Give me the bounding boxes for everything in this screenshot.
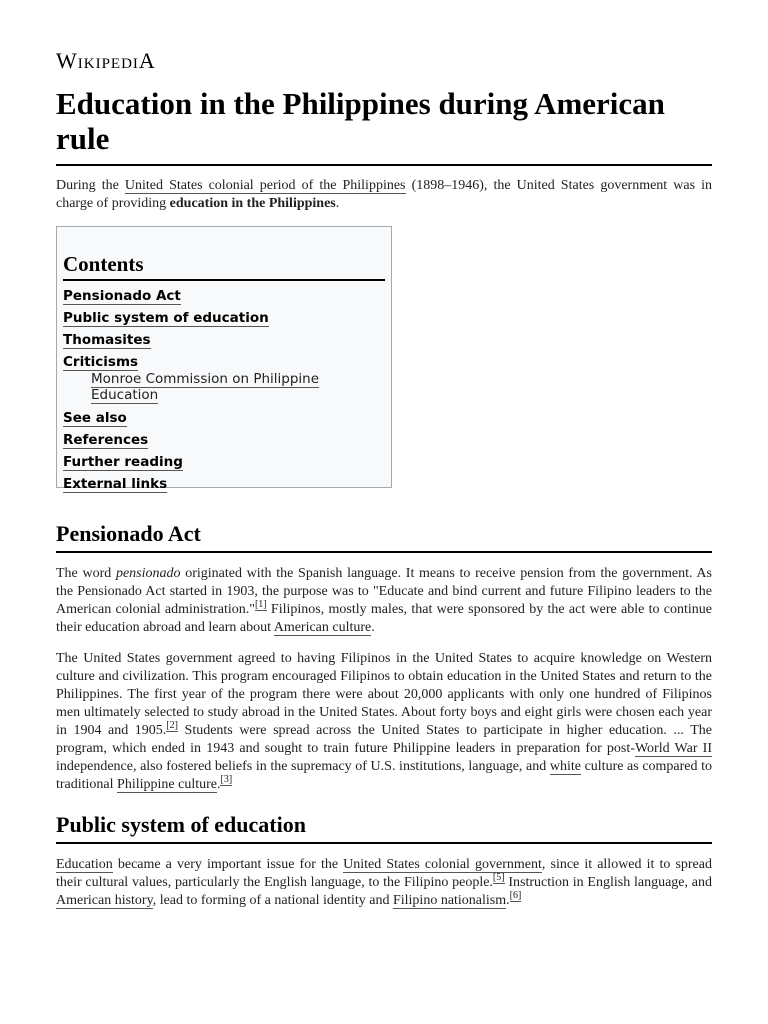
citation (493, 872, 505, 884)
paragraph-text: culture as compared to traditional (56, 759, 713, 792)
paragraph-text: became a very important issue for the (112, 857, 344, 872)
citation (510, 890, 522, 902)
wikipedia-wordmark[interactable] (56, 48, 156, 74)
toc-item (63, 432, 385, 448)
toc-item (63, 288, 385, 304)
wordmark-first: W (56, 48, 78, 73)
intro-paragraph (56, 177, 712, 212)
page-title: Education in the Philippines during American rule (56, 86, 712, 166)
paragraph-text: . (506, 893, 510, 908)
toc-title: Contents (63, 252, 385, 281)
link-philippine-culture[interactable]: Philippine culture (117, 777, 217, 792)
wordmark-middle: ikipedi (77, 48, 139, 73)
citation-link-2[interactable]: [2] (166, 720, 178, 732)
toc-item (63, 310, 385, 326)
paragraph-text: Students were spread across the United States to participate in higher education. ... The program, which ended in 1943 and sought to train future Philippine leaders in preparation for post- (56, 723, 712, 756)
toc-link-public-system[interactable]: Public system of education (63, 310, 269, 326)
paragraph-text: Filipinos, mostly males, that were sponsored by the act were able to continue their education abroad and learn about (56, 602, 712, 635)
link-american-history[interactable]: American history (56, 893, 153, 908)
paragraph-text: The word (56, 566, 116, 581)
toc-item (63, 454, 385, 470)
toc-item (63, 332, 385, 348)
toc-link-pensionado-act[interactable]: Pensionado Act (63, 288, 181, 304)
toc-link-thomasites[interactable]: Thomasites (63, 332, 151, 348)
toc-link-references[interactable]: References (63, 432, 149, 448)
paragraph-text: . (371, 620, 375, 635)
section-heading-pensionado-act: Pensionado Act (56, 521, 712, 553)
citation-link-1[interactable]: [1] (254, 599, 267, 611)
link-education[interactable]: Education (56, 857, 113, 872)
toc-link-criticisms[interactable]: Criticisms (63, 354, 139, 370)
link-american-culture[interactable]: American culture (273, 620, 372, 635)
toc-link-monroe-commission[interactable]: Monroe Commission on Philippine Education (91, 371, 320, 403)
link-filipino-nationalism[interactable]: Filipino nationalism (392, 893, 507, 908)
paragraph-text: The United States government agreed to having Filipinos in the United States to acquire knowledge on Western culture and civilization. This program encouraged Filipinos to obtain education in the United States and return to the Philippines. The first year of the program there were about 20,000 applicants with only one hundred of Filipinos men ultimately selected to study abroad in the United States. About forty boys and eight girls were chosen each year in 1904 and 1905. (56, 651, 712, 738)
citation-link-3[interactable]: [3] (220, 774, 233, 786)
intro-text: . (335, 195, 340, 211)
intro-bold-term: education in the Philippines (169, 195, 336, 211)
toc-item (63, 410, 385, 426)
link-us-colonial-government[interactable]: United States colonial government (343, 857, 542, 872)
wordmark-last: A (138, 48, 156, 73)
paragraph-text: Instruction in English language, and (504, 875, 712, 890)
paragraph-text: independence, also fostered beliefs in the supremacy of U.S. institutions, language, and (56, 759, 550, 774)
toc-list (63, 288, 385, 492)
paragraph-text: . (216, 777, 221, 792)
italic-term: pensionado (115, 566, 181, 581)
citation (166, 720, 178, 732)
pensionado-paragraph-2 (56, 650, 712, 794)
citation-link-6[interactable]: [6] (509, 890, 522, 902)
citation (220, 774, 232, 786)
toc-link-further-reading[interactable]: Further reading (63, 454, 183, 470)
section-heading-public-system: Public system of education (56, 812, 712, 844)
citation (255, 599, 267, 611)
toc-link-external-links[interactable]: External links (63, 476, 168, 492)
intro-text: During the (56, 178, 125, 193)
intro-text: (1898–1946), the United States government was in charge of providing (56, 178, 712, 211)
pensionado-paragraph-1 (56, 565, 712, 637)
toc-item (63, 476, 385, 492)
link-us-colonial-period[interactable]: United States colonial period of the Philippines (124, 178, 406, 193)
link-white[interactable]: white (549, 759, 581, 774)
table-of-contents (56, 226, 392, 492)
paragraph-text: , since it allowed it to spread their cultural values, particularly the English language, to the Filipino people. (56, 857, 712, 890)
public-system-paragraph-1 (56, 856, 712, 910)
toc-link-see-also[interactable]: See also (63, 410, 127, 426)
paragraph-text: , lead to forming of a national identity and (152, 893, 393, 908)
toc-subitem (63, 371, 385, 403)
link-world-war-ii[interactable]: World War II (634, 741, 712, 756)
citation-link-5[interactable]: [5] (492, 872, 505, 884)
toc-item (63, 354, 385, 370)
paragraph-text: originated with the Spanish language. It means to receive pension from the government. As the Pensionado Act started in 1903, the purpose was to "Educate and bind current and future Filipino leaders to the American colonial administration." (56, 566, 712, 617)
